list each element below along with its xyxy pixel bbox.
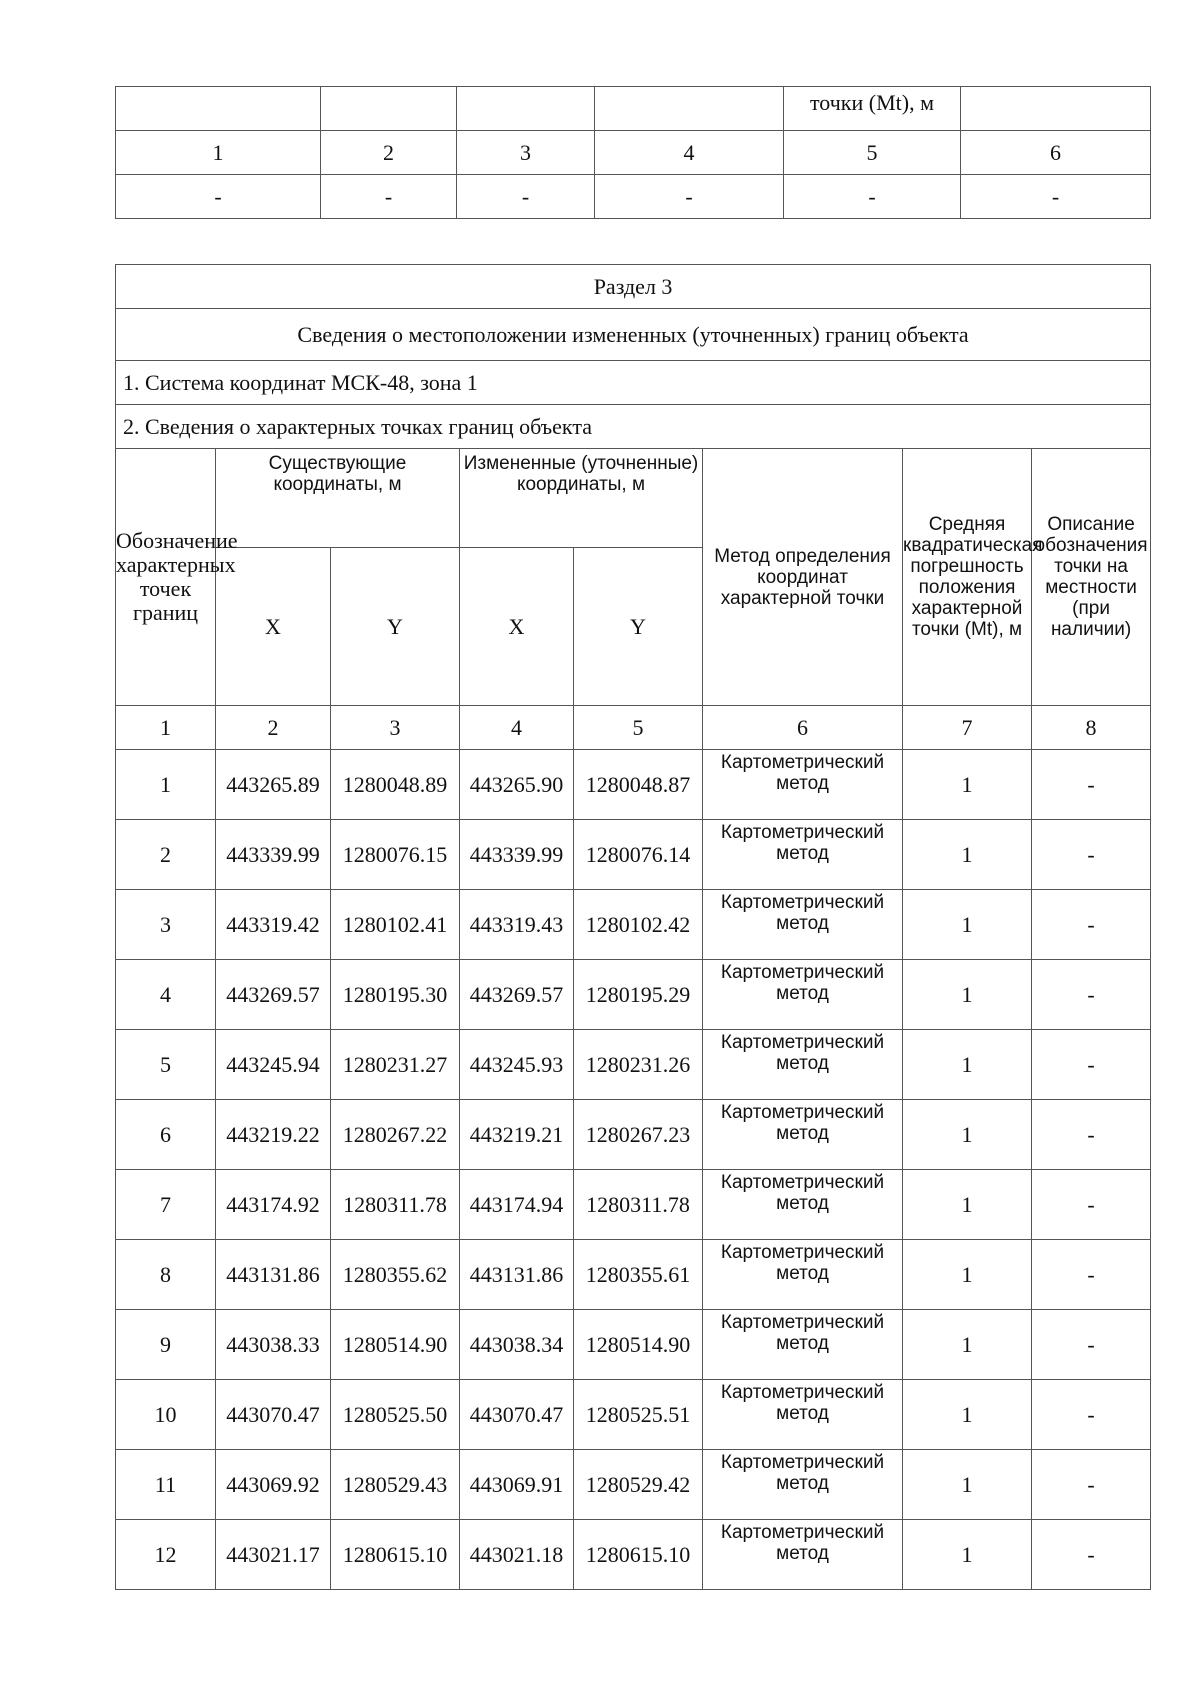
table-row <box>116 1170 1151 1240</box>
method-cell: Картометрический метод <box>703 750 903 820</box>
description-cell: - <box>1032 1520 1151 1590</box>
point-number: 6 <box>116 1100 216 1170</box>
description-cell: - <box>1032 1240 1151 1310</box>
existing-y: 1280514.90 <box>331 1310 460 1380</box>
points-info-row <box>116 405 1151 449</box>
changed-y: 1280355.61 <box>574 1240 703 1310</box>
description-cell: - <box>1032 750 1151 820</box>
existing-x: 443070.47 <box>216 1380 331 1450</box>
table-row <box>116 1450 1151 1520</box>
changed-x: 443339.99 <box>460 820 574 890</box>
description-cell: - <box>1032 1030 1151 1100</box>
mean-error-cell: 1 <box>903 1170 1032 1240</box>
changed-y: 1280076.14 <box>574 820 703 890</box>
point-number: 12 <box>116 1520 216 1590</box>
existing-x: 443174.92 <box>216 1170 331 1240</box>
method-cell: Картометрический метод <box>703 820 903 890</box>
existing-y: 1280076.15 <box>331 820 460 890</box>
header-row-1 <box>116 449 1151 548</box>
table-row <box>116 1520 1151 1590</box>
existing-x: 443069.92 <box>216 1450 331 1520</box>
boundary-points-table <box>115 264 1151 1590</box>
changed-y: 1280514.90 <box>574 1310 703 1380</box>
description-cell: - <box>1032 960 1151 1030</box>
header-x: X <box>460 548 574 706</box>
header-x: X <box>216 548 331 706</box>
header-fragment: точки (Mt), м <box>784 87 961 131</box>
changed-y: 1280267.23 <box>574 1100 703 1170</box>
existing-x: 443038.33 <box>216 1310 331 1380</box>
existing-y: 1280048.89 <box>331 750 460 820</box>
changed-y: 1280529.42 <box>574 1450 703 1520</box>
point-number: 4 <box>116 960 216 1030</box>
point-number: 1 <box>116 750 216 820</box>
method-cell: Картометрический метод <box>703 1240 903 1310</box>
method-cell: Картометрический метод <box>703 1450 903 1520</box>
point-number: 10 <box>116 1380 216 1450</box>
coordinate-system: 1. Система координат МСК-48, зона 1 <box>116 361 1151 405</box>
table-row <box>116 1310 1151 1380</box>
point-number: 5 <box>116 1030 216 1100</box>
section-title-row <box>116 265 1151 309</box>
previous-table <box>115 86 1151 219</box>
changed-y: 1280525.51 <box>574 1380 703 1450</box>
mean-error-cell: 1 <box>903 820 1032 890</box>
changed-y: 1280231.26 <box>574 1030 703 1100</box>
changed-x: 443265.90 <box>460 750 574 820</box>
existing-y: 1280195.30 <box>331 960 460 1030</box>
method-cell: Картометрический метод <box>703 1100 903 1170</box>
description-cell: - <box>1032 1310 1151 1380</box>
changed-x: 443038.34 <box>460 1310 574 1380</box>
mean-error-cell: 1 <box>903 890 1032 960</box>
changed-y: 1280615.10 <box>574 1520 703 1590</box>
changed-y: 1280102.42 <box>574 890 703 960</box>
changed-x: 443069.91 <box>460 1450 574 1520</box>
header-existing-coords: Существующие координаты, м <box>216 449 460 548</box>
existing-y: 1280267.22 <box>331 1100 460 1170</box>
mean-error-cell: 1 <box>903 1450 1032 1520</box>
existing-x: 443339.99 <box>216 820 331 890</box>
mean-error-cell: 1 <box>903 1240 1032 1310</box>
changed-y: 1280311.78 <box>574 1170 703 1240</box>
point-number: 7 <box>116 1170 216 1240</box>
method-cell: Картометрический метод <box>703 1380 903 1450</box>
description-cell: - <box>1032 1100 1151 1170</box>
mean-error-cell: 1 <box>903 1030 1032 1100</box>
point-number: 11 <box>116 1450 216 1520</box>
coordinate-system-row <box>116 361 1151 405</box>
table-row <box>116 1030 1151 1100</box>
existing-x: 443131.86 <box>216 1240 331 1310</box>
table-row <box>116 1380 1151 1450</box>
point-number: 3 <box>116 890 216 960</box>
method-cell: Картометрический метод <box>703 1170 903 1240</box>
changed-x: 443131.86 <box>460 1240 574 1310</box>
header-changed-coords: Измененные (уточненные) координаты, м <box>460 449 703 548</box>
header-y: Y <box>331 548 460 706</box>
description-cell: - <box>1032 890 1151 960</box>
table-row <box>116 750 1151 820</box>
section-title: Раздел 3 <box>116 265 1151 309</box>
column-numbers-row: 1 2 3 4 5 6 <box>116 131 1151 175</box>
table-row <box>116 1240 1151 1310</box>
point-number: 9 <box>116 1310 216 1380</box>
mean-error-cell: 1 <box>903 1310 1032 1380</box>
method-cell: Картометрический метод <box>703 1520 903 1590</box>
header-method: Метод определения координат характерной точки <box>703 449 903 706</box>
table-row <box>116 87 1151 131</box>
table-row: - - - - - - <box>116 175 1151 219</box>
changed-x: 443319.43 <box>460 890 574 960</box>
point-number: 2 <box>116 820 216 890</box>
header-y: Y <box>574 548 703 706</box>
header-description: Описание обозначения точки на местности (при наличии) <box>1032 449 1151 706</box>
changed-y: 1280048.87 <box>574 750 703 820</box>
existing-y: 1280615.10 <box>331 1520 460 1590</box>
mean-error-cell: 1 <box>903 960 1032 1030</box>
mean-error-cell: 1 <box>903 1380 1032 1450</box>
existing-x: 443265.89 <box>216 750 331 820</box>
header-mean-error: Средняя квадратическая погрешность положения характерной точки (Mt), м <box>903 449 1032 706</box>
existing-x: 443245.94 <box>216 1030 331 1100</box>
changed-x: 443219.21 <box>460 1100 574 1170</box>
existing-x: 443021.17 <box>216 1520 331 1590</box>
existing-y: 1280355.62 <box>331 1240 460 1310</box>
description-cell: - <box>1032 1450 1151 1520</box>
description-cell: - <box>1032 1170 1151 1240</box>
existing-y: 1280529.43 <box>331 1450 460 1520</box>
description-cell: - <box>1032 1380 1151 1450</box>
description-cell: - <box>1032 820 1151 890</box>
table-row <box>116 960 1151 1030</box>
method-cell: Картометрический метод <box>703 1310 903 1380</box>
changed-x: 443269.57 <box>460 960 574 1030</box>
mean-error-cell: 1 <box>903 1100 1032 1170</box>
method-cell: Картометрический метод <box>703 1030 903 1100</box>
mean-error-cell: 1 <box>903 750 1032 820</box>
table-row <box>116 890 1151 960</box>
existing-y: 1280525.50 <box>331 1380 460 1450</box>
changed-x: 443070.47 <box>460 1380 574 1450</box>
points-info: 2. Сведения о характерных точках границ объекта <box>116 405 1151 449</box>
existing-y: 1280231.27 <box>331 1030 460 1100</box>
changed-x: 443245.93 <box>460 1030 574 1100</box>
existing-x: 443269.57 <box>216 960 331 1030</box>
method-cell: Картометрический метод <box>703 890 903 960</box>
mean-error-cell: 1 <box>903 1520 1032 1590</box>
section-subtitle: Сведения о местоположении измененных (уточненных) границ объекта <box>116 309 1151 361</box>
changed-y: 1280195.29 <box>574 960 703 1030</box>
existing-x: 443219.22 <box>216 1100 331 1170</box>
column-numbers-row: 1 2 3 4 5 6 7 8 <box>116 706 1151 750</box>
section-subtitle-row <box>116 309 1151 361</box>
existing-y: 1280311.78 <box>331 1170 460 1240</box>
table-row <box>116 1100 1151 1170</box>
point-number: 8 <box>116 1240 216 1310</box>
existing-y: 1280102.41 <box>331 890 460 960</box>
changed-x: 443021.18 <box>460 1520 574 1590</box>
header-point-designation: Обозначение характерных точек границ <box>116 449 216 706</box>
existing-x: 443319.42 <box>216 890 331 960</box>
changed-x: 443174.94 <box>460 1170 574 1240</box>
table-row <box>116 820 1151 890</box>
method-cell: Картометрический метод <box>703 960 903 1030</box>
